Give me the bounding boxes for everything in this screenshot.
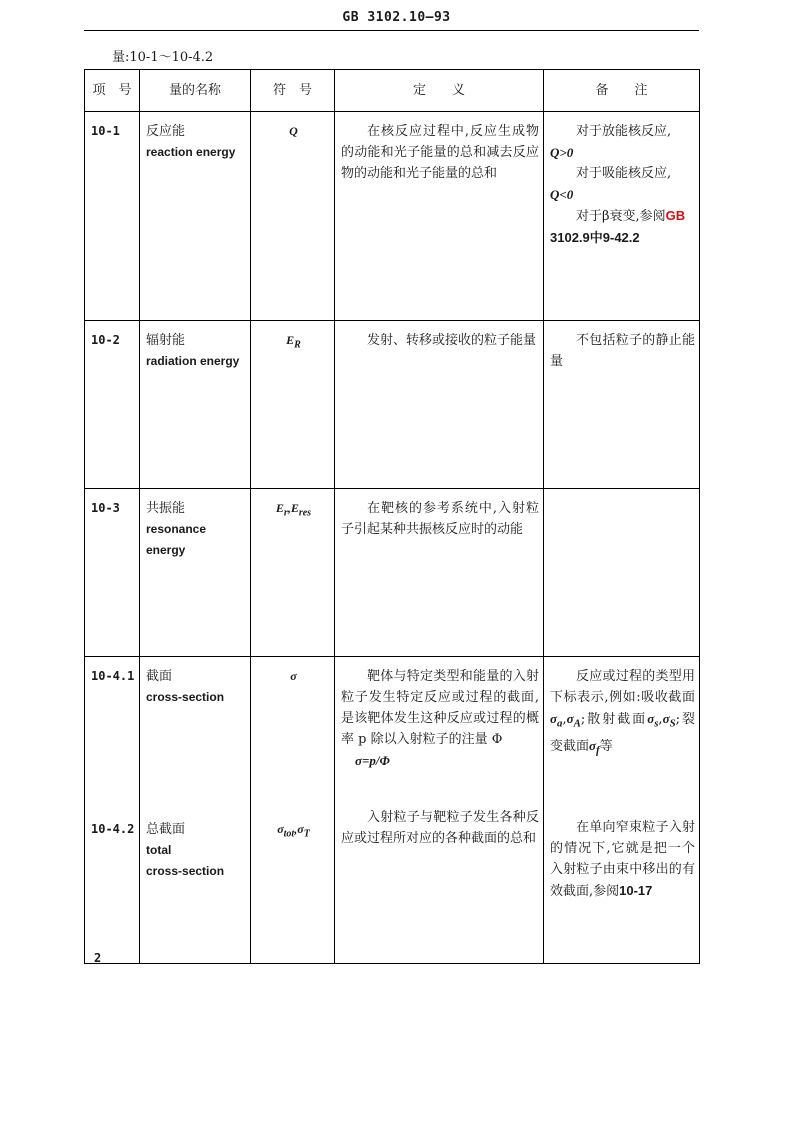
definition-cell	[335, 489, 544, 657]
item-no: 10-2	[91, 333, 120, 347]
table-row	[85, 489, 700, 657]
remark-formula: Q<0	[550, 187, 574, 202]
column-header-remarks: 备 注	[544, 70, 700, 112]
column-header-symbol: 符 号	[251, 70, 335, 112]
definition-cell	[335, 657, 544, 964]
definition-text: 在核反应过程中,反应生成物的动能和光子能量的总和减去反应物的动能和光子能量的总和	[341, 124, 539, 181]
definition-cell	[335, 321, 544, 489]
definition-formula: σ=p/Φ	[355, 753, 390, 768]
remark-cell	[544, 112, 700, 321]
table-row	[85, 112, 700, 321]
remark-line	[550, 205, 695, 227]
quantity-name-en: cross-section	[146, 864, 225, 878]
remark-formula: Q>0	[550, 145, 574, 160]
remark-line: 对于吸能核反应,	[576, 166, 672, 181]
symbol: Q	[289, 124, 298, 138]
column-header-definition: 定 义	[335, 70, 544, 112]
item-no: 10-1	[91, 124, 120, 138]
quantity-name-cell	[140, 112, 251, 321]
quantity-name-zh: 反应能	[146, 124, 186, 139]
quantity-name-en: energy	[146, 543, 186, 557]
quantity-name-en: radiation energy	[146, 354, 240, 368]
quantity-name-en: cross-section	[146, 690, 225, 704]
symbol-cell	[251, 112, 335, 321]
item-no-cell	[85, 489, 140, 657]
standard-reference: GB	[665, 208, 686, 223]
quantity-name-cell	[140, 489, 251, 657]
quantities-table	[84, 69, 700, 964]
standard-number-header: GB 3102.10—93	[342, 10, 451, 25]
quantity-name-en: total	[146, 843, 172, 857]
remark-text: 在单向窄束粒子入射的情况下,它就是把一个入射粒子由束中移出的有效截面,参阅10-17	[550, 820, 695, 900]
quantity-name-en: resonance	[146, 522, 207, 536]
standard-reference-clause: 3102.9中9-42.2	[550, 230, 640, 245]
quantity-name-cell	[140, 321, 251, 489]
definition-text: 靶体与特定类型和能量的入射粒子发生特定反应或过程的截面,是该靶体发生这种反应或过程的概率 p 除以入射粒子的注量 Φ	[341, 669, 539, 747]
symbol: σ	[290, 669, 297, 683]
remark-text: 反应或过程的类型用下标表示,例如:吸收截面$\sigma_a,\sigma_A$;散射截面$\sigma_s,\sigma_S$;裂变截面$\sigma_f$等	[550, 669, 695, 757]
quantity-name-zh: 总截面	[146, 822, 186, 837]
column-header-quantity-name: 量的名称	[140, 70, 251, 112]
definition-text: 发射、转移或接收的粒子能量	[367, 333, 537, 348]
quantity-name-cell	[140, 657, 251, 964]
symbol: $E_r,E_{res}$	[275, 501, 312, 519]
symbol-cell	[251, 657, 335, 964]
symbol: $\sigma_{tot},\sigma_T$	[277, 822, 310, 840]
definition-cell	[335, 112, 544, 321]
remark-text: 对于β衰变,参阅	[576, 209, 666, 224]
quantity-name-zh: 截面	[146, 669, 173, 684]
table-row	[85, 321, 700, 489]
symbol-cell	[251, 321, 335, 489]
remark-line: 对于放能核反应,	[576, 124, 672, 139]
definition-text: 在靶核的参考系统中,入射粒子引起某种共振核反应时的动能	[341, 501, 539, 537]
remark-cell	[544, 321, 700, 489]
remark-cell	[544, 657, 700, 964]
symbol: $E_R$	[286, 333, 301, 351]
quantity-name-en: reaction energy	[146, 145, 236, 159]
quantity-range-subtitle: 量:10-1～10-4.2	[112, 50, 214, 65]
quantity-name-zh: 辐射能	[146, 333, 186, 348]
quantity-name-zh: 共振能	[146, 501, 186, 516]
item-no-cell	[85, 321, 140, 489]
table-row	[85, 657, 700, 964]
item-no: 10-3	[91, 501, 120, 515]
item-no: 10-4.1	[91, 669, 135, 683]
remark-text	[544, 489, 699, 498]
remark-cell	[544, 489, 700, 657]
table-header-row	[85, 70, 700, 112]
page-number: 2	[94, 951, 102, 965]
column-header-item-no: 项 号	[85, 70, 140, 112]
item-no-cell	[85, 657, 140, 964]
header-rule	[84, 30, 699, 31]
item-no-cell	[85, 112, 140, 321]
definition-text: 入射粒子与靶粒子发生各种反应或过程所对应的各种截面的总和	[341, 810, 539, 846]
item-no: 10-4.2	[91, 822, 135, 836]
cross-reference: 10-17	[619, 883, 653, 899]
symbol-cell	[251, 489, 335, 657]
remark-text: 不包括粒子的静止能量	[550, 333, 695, 369]
